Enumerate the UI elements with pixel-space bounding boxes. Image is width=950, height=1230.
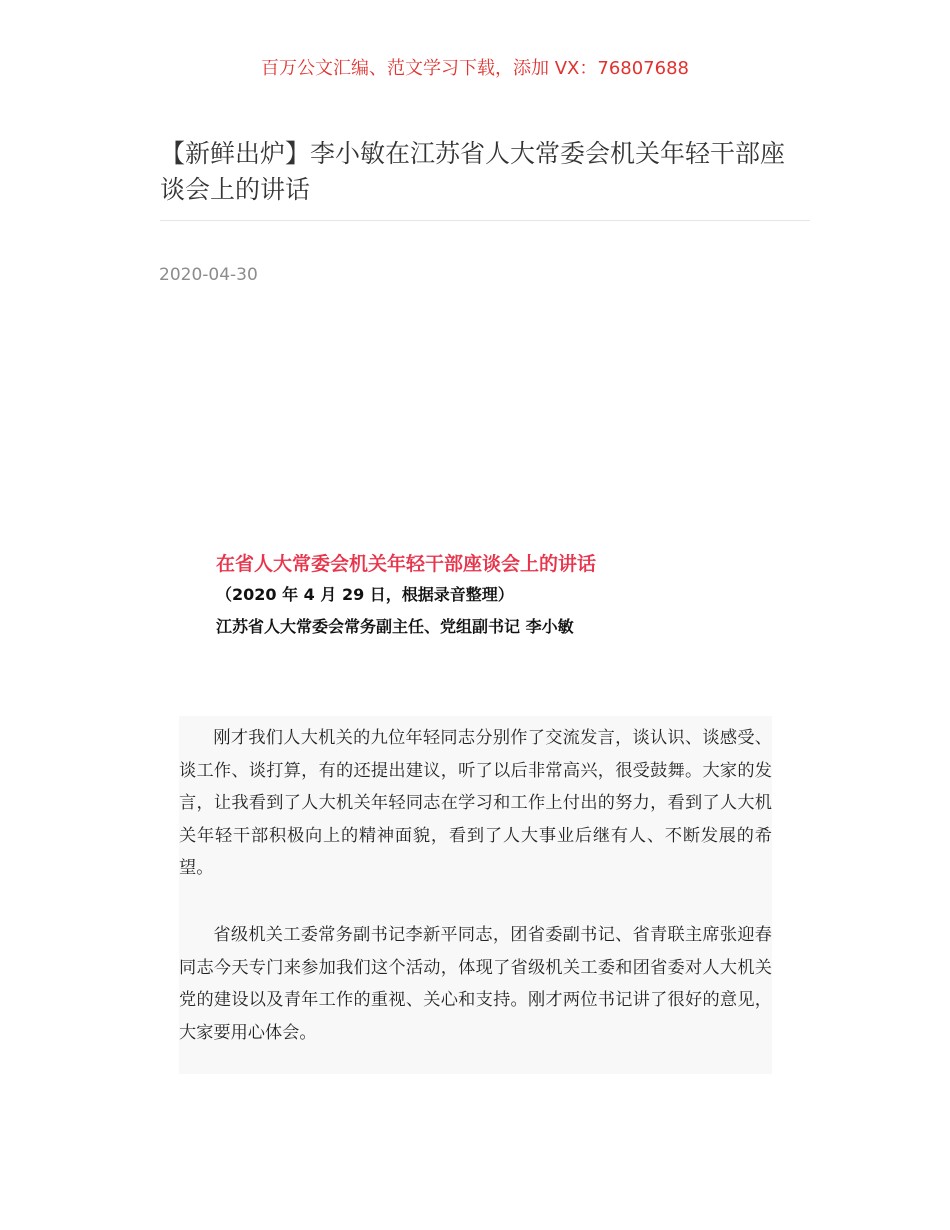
speech-speaker: 江苏省人大常委会常务副主任、党组副书记 李小敏 bbox=[216, 617, 574, 636]
article-title: 【新鲜出炉】李小敏在江苏省人大常委会机关年轻干部座谈会上的讲话 bbox=[160, 139, 786, 204]
article-body bbox=[179, 716, 772, 1074]
article-header bbox=[160, 136, 810, 221]
promo-banner: 百万公文汇编、范文学习下载，添加 VX：76807688 bbox=[261, 58, 689, 79]
speech-date-note: （2020 年 4 月 29 日，根据录音整理） bbox=[216, 585, 514, 604]
publish-date: 2020-04-30 bbox=[159, 265, 258, 285]
body-paragraph: 省级机关工委常务副书记李新平同志，团省委副书记、省青联主席张迎春同志今天专门来参加我们这个活动，体现了省级机关工委和团省委对人大机关党的建设以及青年工作的重视、关心和支持。刚才两位书记讲了很好的意见，大家要用心体会。 bbox=[179, 925, 772, 1043]
body-paragraph: 刚才我们人大机关的九位年轻同志分别作了交流发言，谈认识、谈感受、谈工作、谈打算，有的还提出建议，听了以后非常高兴，很受鼓舞。大家的发言，让我看到了人大机关年轻同志在学习和工作上付出的努力，看到了人大机关年轻干部积极向上的精神面貌，看到了人大事业后继有人、不断发展的希望。 bbox=[179, 728, 772, 878]
speech-heading bbox=[216, 549, 816, 642]
speech-title: 在省人大常委会机关年轻干部座谈会上的讲话 bbox=[216, 553, 597, 575]
